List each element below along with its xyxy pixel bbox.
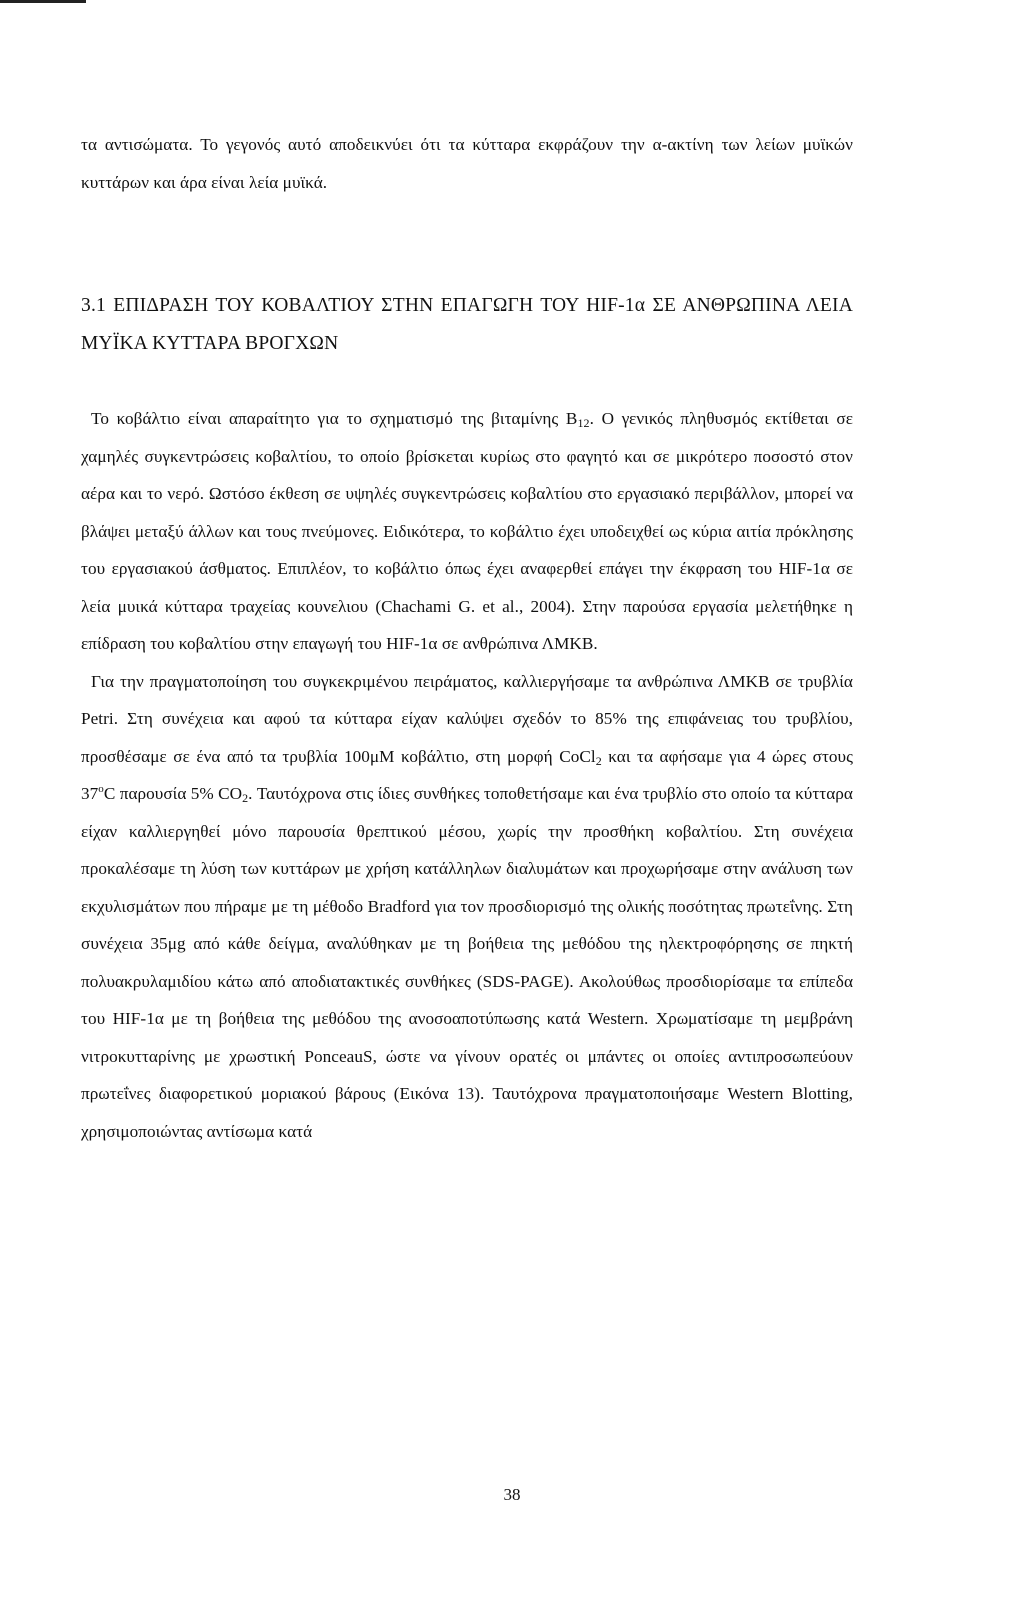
- continuation-paragraph: τα αντισώματα. Το γεγονός αυτό αποδεικνύει ότι τα κύτταρα εκφράζουν την α-ακτίνη των λείων μυϊκών κυττάρων και άρα είναι λεία μυϊκά.: [81, 135, 853, 192]
- p2-text-c: C παρουσία 5% CO: [103, 784, 243, 803]
- p1-text-b: . Ο γενικός πληθυσμός εκτίθεται σε χαμηλές συγκεντρώσεις κοβαλτίου, το οποίο βρίσκεται κυρίως στο φαγητό και σε μικρότερο ποσοστό στον αέρα και το νερό. Ωστόσο έκθεση σε υψηλές συγκεντρώσεις κοβαλτίου στο εργασιακό περιβάλλον, μπορεί να βλάψει μεταξύ άλλων και τους πνεύμονες. Ειδικότερα, το κοβάλτιο έχει υποδειχθεί ως κύρια αιτία πρόκλησης του εργασιακού άσθματος. Επιπλέον, το κοβάλτιο όπως έχει αναφερθεί επάγει την έκφραση του HIF-1α σε λεία μυικά κύτταρα τραχείας κουνελιου (Chachami G. et al., 2004). Στην παρούσα εργασία μελετήθηκε η επίδραση του κοβαλτίου στην επαγωγή του HIF-1α σε ανθρώπινα ΛΜΚΒ.: [81, 409, 853, 653]
- p2-text-d: . Ταυτόχρονα στις ίδιες συνθήκες τοποθετήσαμε και ένα τρυβλίο στο οποίο τα κύτταρα είχαν καλλιεργηθεί μόνο παρουσία θρεπτικού μέσου, χωρίς την προσθήκη κοβαλτίου. Στη συνέχεια προκαλέσαμε τη λύση των κυττάρων με χρήση κατάλληλων διαλυμάτων και προχωρήσαμε στην ανάλυση των εκχυλισμάτων που πήραμε με τη μέθοδο Bradford για τον προσδιορισμό της ολικής ποσότητας πρωτεΐνης. Στη συνέχεια 35μg από κάθε δείγμα, αναλύθηκαν με τη βοήθεια της μεθόδου της ηλεκτροφόρησης σε πηκτή πολυακρυλαμιδίου κάτω από αποδιατακτικές συνθήκες (SDS-PAGE). Ακολούθως προσδιορίσαμε τα επίπεδα του HIF-1α με τη βοήθεια της μεθόδου της ανοσοαποτύπωσης κατά Western. Χρωματίσαμε τη μεμβράνη νιτροκυτταρίνης με χρωστική PonceauS, ώστε να γίνουν ορατές οι μπάντες οι οποίες αντιπροσωπεύουν πρωτεΐνες διαφορετικού μοριακού βάρους (Εικόνα 13). Ταυτόχρονα πραγματοποιήσαμε Western Blotting, χρησιμοποιώντας αντίσωμα κατά: [81, 784, 853, 1141]
- document-page: [81, 126, 853, 1150]
- p2-subscript-co2: 2: [242, 791, 249, 805]
- p2-superscript-degree: o: [98, 783, 104, 795]
- p1-subscript: 12: [577, 416, 590, 430]
- p2-subscript-cocl2: 2: [595, 753, 602, 768]
- paragraph-methods: [81, 663, 853, 1151]
- p1-text-a: Το κοβάλτιο είναι απαραίτητο για το σχηματισμό της βιταμίνης B: [91, 409, 578, 428]
- page-number: 38: [503, 1485, 521, 1504]
- scan-corner-mark: [0, 0, 86, 3]
- p2-text-b: και τα αφήσαμε για 4 ώρες στους 37: [81, 746, 853, 803]
- p2-text-a: Για την πραγματοποίηση του συγκεκριμένου πειράματος, καλλιεργήσαμε τα ανθρώπινα ΛΜΚΒ σε τρυβλία Petri. Στη συνέχεια και αφού τα κύτταρα είχαν καλύψει σχεδόν το 85% της επιφάνειας του τρυβλίου, προσθέσαμε σε ένα από τα τρυβλία 100μΜ κοβάλτιο, στη μορφή CoCl: [81, 671, 853, 766]
- paragraph-cobalt-background: [81, 400, 853, 663]
- section-heading: 3.1 ΕΠΙΔΡΑΣΗ ΤΟΥ ΚΟΒΑΛΤΙΟΥ ΣΤΗΝ ΕΠΑΓΩΓΗ ΤΟΥ HIF-1α ΣΕ ΑΝΘΡΩΠΙΝΑ ΛΕΙΑ ΜΥΪΚΑ ΚΥΤΤΑΡΑ ΒΡΟΓΧΩΝ: [81, 295, 853, 354]
